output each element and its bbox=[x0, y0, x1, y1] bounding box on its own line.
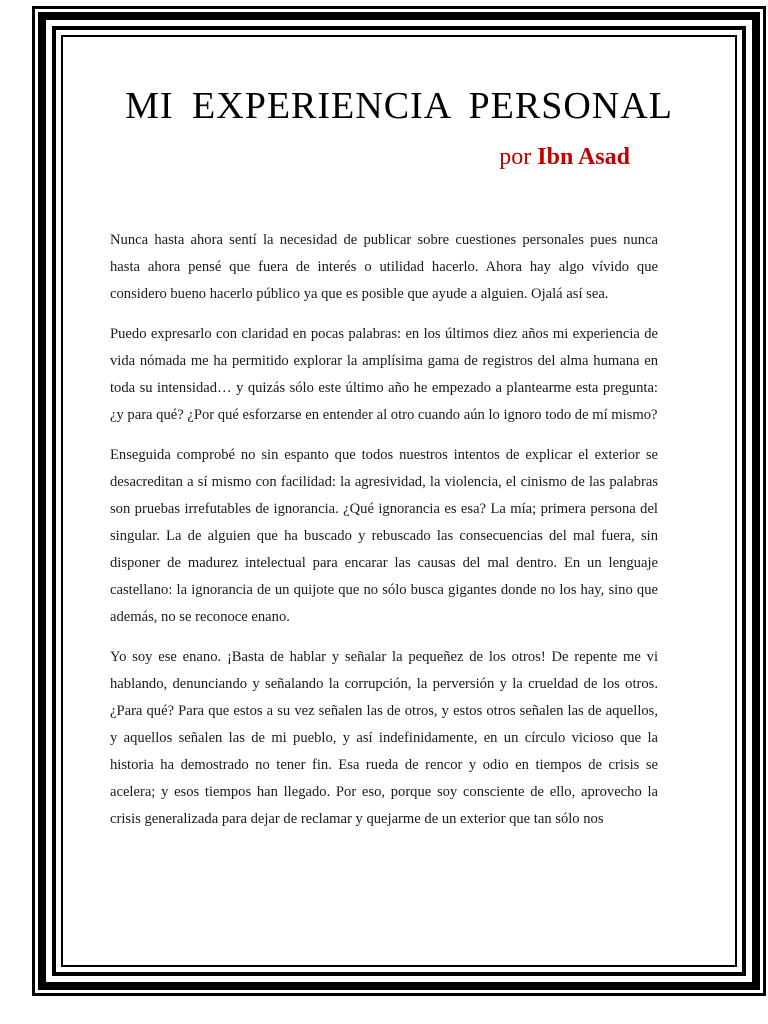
paragraph: Nunca hasta ahora sentí la necesidad de publicar sobre cuestiones personales pues nunca hasta ahora pensé que fuera de interés o utilidad hacerlo. Ahora hay algo vívido que considero bueno hacerlo público ya que es posible que ayude a alguien. Ojalá así sea. bbox=[110, 232, 658, 302]
article-body bbox=[110, 227, 658, 846]
byline-prefix: por bbox=[499, 144, 532, 170]
byline bbox=[499, 142, 630, 172]
author-name: Ibn Asad bbox=[537, 144, 630, 170]
paragraph: Enseguida comprobé no sin espanto que todos nuestros intentos de explicar el exterior se desacreditan a sí mismo con facilidad: la agresividad, la violencia, el cinismo de las palabras son pruebas irrefutables de ignorancia. ¿Qué ignorancia es esa? La mía; primera persona del singular. La de alguien que ha buscado y rebuscado las consecuencias del mal fuera, sin disponer de madurez intelectual para encarar las causas del mal dentro. En un lenguaje castellano: la ignorancia de un quijote que no sólo busca gigantes donde no los hay, sino que además, no se reconoce enano. bbox=[110, 447, 658, 625]
paragraph: Puedo expresarlo con claridad en pocas palabras: en los últimos diez años mi experiencia de vida nómada me ha permitido explorar la amplísima gama de registros del alma humana en toda su intensidad… y quizás sólo este último año he empezado a plantearme esta pregunta: ¿y para qué? ¿Por qué esforzarse en entender al otro cuando aún lo ignoro todo de mí mismo? bbox=[110, 326, 658, 423]
page-title: MI EXPERIENCIA PERSONAL bbox=[125, 85, 673, 127]
paragraph: Yo soy ese enano. ¡Basta de hablar y señalar la pequeñez de los otros! De repente me vi hablando, denunciando y señalando la corrupción, la perversión y la crueldad de los otros. ¿Para qué? Para que estos a su vez señalen las de otros, y estos otros señalen las de aquellos, y aquellos señalen las de mi pueblo, y así indefinidamente, en un círculo vicioso que la historia ha demostrado no tener fin. Esa rueda de rencor y odio en tiempos de crisis se acelera; y esos tiempos han llegado. Por eso, porque soy consciente de ello, aprovecho la crisis generalizada para dejar de reclamar y quejarme de un exterior que tan sólo nos bbox=[110, 649, 658, 827]
